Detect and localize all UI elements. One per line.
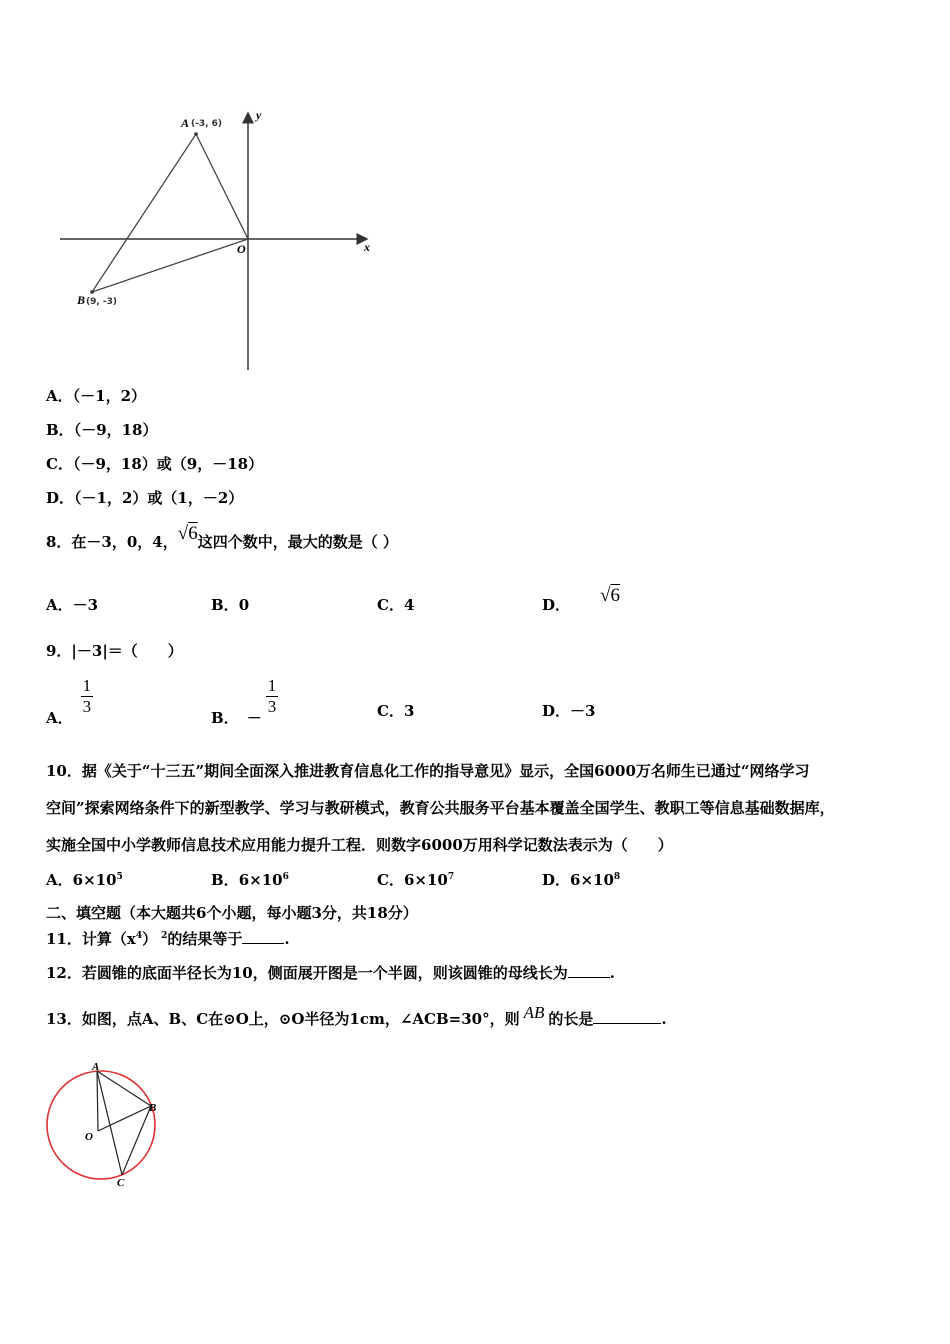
fraction-one-third-negative: $\frac{1}{3}$ <box>267 676 277 716</box>
q8-option-c[interactable]: C．4 <box>377 596 415 614</box>
q12-answer-blank[interactable] <box>568 977 610 978</box>
q8-option-b[interactable]: B．0 <box>211 596 250 614</box>
q7-option-a[interactable]: A．（－1，2） <box>46 387 147 405</box>
q9-option-a[interactable]: A． $\frac{1}{3}$ <box>46 676 92 727</box>
label-y-axis: y <box>256 108 262 122</box>
q7-option-b[interactable]: B．（－9，18） <box>46 421 158 439</box>
q9-stem: 9．|－3|＝（ ） <box>46 642 183 660</box>
label-a: A <box>181 116 190 130</box>
label-a-circle: A <box>92 1061 100 1073</box>
q13-answer-blank[interactable] <box>593 1023 661 1024</box>
q8-stem: 8．在－3，0，4，√6这四个数中，最大的数是（ ） <box>46 523 398 551</box>
q7-option-c[interactable]: C．（－9，18）或（9，－18） <box>46 455 264 473</box>
label-c-circle: C <box>117 1177 125 1189</box>
q10-option-a[interactable]: A．$6\times 10^5$ <box>46 871 123 889</box>
q7-option-d[interactable]: D．（－1，2）或（1，－2） <box>46 489 244 507</box>
q7-coordinate-figure <box>55 105 385 375</box>
q9-option-d[interactable]: D．－3 <box>542 702 596 720</box>
coord-b: (9, -3) <box>86 297 118 307</box>
label-o-circle: O <box>85 1131 93 1143</box>
q9-option-c[interactable]: C．3 <box>377 702 415 720</box>
label-b-circle: B <box>149 1102 157 1114</box>
section-heading: 二、填空题（本大题共6个小题，每小题3分，共18分） <box>46 904 418 922</box>
q8-option-a[interactable]: A．－3 <box>46 596 99 614</box>
q10-line-1: 10．据《关于“十三五”期间全面深入推进教育信息化工作的指导意见》显示，全国6000万名师生已通过“网络学习 <box>46 762 810 780</box>
q8-option-d[interactable]: D． √6 <box>542 585 620 614</box>
label-b: B <box>77 293 86 307</box>
q13-circle-figure <box>40 1060 170 1190</box>
q10-line-2: 空间”探索网络条件下的新型教学、学习与教研模式，教育公共服务平台基本覆盖全国学生、教职工等信息基础数据库， <box>46 799 835 817</box>
coord-a: (-3, 6) <box>191 119 223 129</box>
sqrt-six-option: √6 <box>600 585 620 606</box>
q10-option-d[interactable]: D．$6\times 10^8$ <box>542 871 621 889</box>
q9-option-b[interactable]: B． － $\frac{1}{3}$ <box>211 676 277 727</box>
label-x-axis: x <box>364 240 370 254</box>
label-origin: O <box>237 242 246 256</box>
q11-stem: 11．计算$(x^4)$ $^2$的结果等于 . <box>46 930 290 948</box>
fraction-one-third: $\frac{1}{3}$ <box>82 676 92 716</box>
sqrt-six: √6 <box>177 523 198 544</box>
q11-answer-blank[interactable] <box>242 943 284 944</box>
q13-stem: 13．如图，点A、B、C在⊙O上，⊙O半径为1cm，∠ACB=30°，则 AB 的长是 . <box>46 1003 667 1028</box>
triangle-aob <box>92 134 248 292</box>
q10-option-b[interactable]: B．$6\times 10^6$ <box>211 871 289 889</box>
arc-ab: AB <box>523 1003 545 1022</box>
q10-line-3: 实施全国中小学教师信息技术应用能力提升工程．则数字6000万用科学记数法表示为（ ） <box>46 836 673 854</box>
q12-stem: 12．若圆锥的底面半径长为10，侧面展开图是一个半圆，则该圆锥的母线长为 . <box>46 964 615 982</box>
q10-option-c[interactable]: C．$6\times 10^7$ <box>377 871 455 889</box>
